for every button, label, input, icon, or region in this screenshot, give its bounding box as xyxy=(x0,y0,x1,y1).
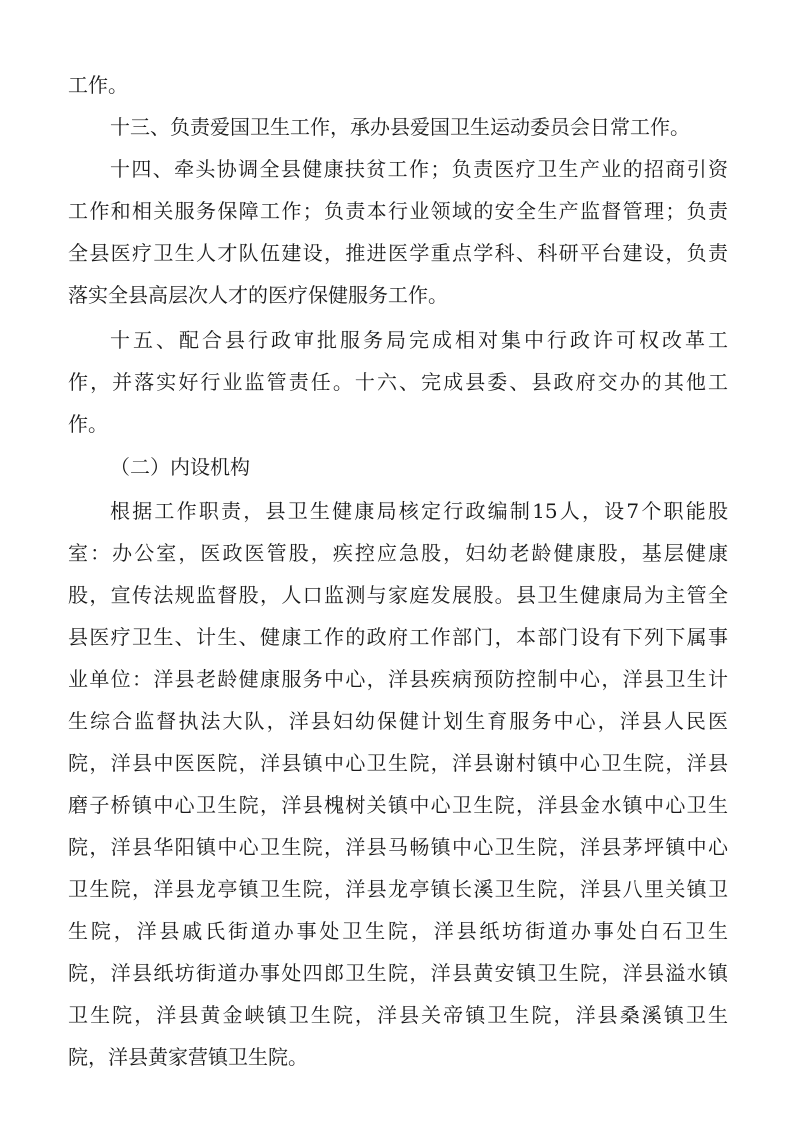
text-line: 股，宣传法规监督股，人口监测与家庭发展股。县卫生健康局为主管全 xyxy=(68,583,728,607)
text-line: 落实全县高层次人才的医疗保健服务工作。 xyxy=(68,283,448,307)
section-heading: （二）内设机构 xyxy=(110,455,250,479)
text-line: 生院，洋县戚氏街道办事处卫生院，洋县纸坊街道办事处白石卫生 xyxy=(68,919,728,943)
text-line: 卫生院，洋县黄金峡镇卫生院，洋县关帝镇卫生院，洋县桑溪镇卫生 xyxy=(68,1003,728,1027)
text-line: 室：办公室，医政医管股，疾控应急股，妇幼老龄健康股，基层健康 xyxy=(68,541,728,565)
text-line: 工作。 xyxy=(68,73,128,97)
text-line: 磨子桥镇中心卫生院，洋县槐树关镇中心卫生院，洋县金水镇中心卫生 xyxy=(68,793,728,817)
text-line: 院，洋县华阳镇中心卫生院，洋县马畅镇中心卫生院，洋县茅坪镇中心 xyxy=(68,835,728,859)
text-line: 作。 xyxy=(68,412,108,436)
text-line: 卫生院，洋县龙亭镇卫生院，洋县龙亭镇长溪卫生院，洋县八里关镇卫 xyxy=(68,877,728,901)
text-line: 县医疗卫生、计生、健康工作的政府工作部门，本部门设有下列下属事 xyxy=(68,625,728,649)
text-line: 院，洋县中医医院，洋县镇中心卫生院，洋县谢村镇中心卫生院，洋县 xyxy=(68,751,728,775)
text-line: 全县医疗卫生人才队伍建设，推进医学重点学科、科研平台建设，负责 xyxy=(68,241,728,265)
text-line: 根据工作职责，县卫生健康局核定行政编制15人，设7个职能股 xyxy=(110,499,728,523)
text-line: 工作和相关服务保障工作；负责本行业领域的安全生产监督管理；负责 xyxy=(68,199,728,223)
text-line: 院，洋县黄家营镇卫生院。 xyxy=(68,1045,308,1069)
text-line: 业单位：洋县老龄健康服务中心，洋县疾病预防控制中心，洋县卫生计 xyxy=(68,667,728,691)
text-line: 十三、负责爱国卫生工作，承办县爱国卫生运动委员会日常工作。 xyxy=(110,115,690,139)
text-line: 作，并落实好行业监管责任。十六、完成县委、县政府交办的其他工 xyxy=(68,370,728,394)
text-line: 院，洋县纸坊街道办事处四郎卫生院，洋县黄安镇卫生院，洋县溢水镇 xyxy=(68,961,728,985)
text-line: 十四、牵头协调全县健康扶贫工作；负责医疗卫生产业的招商引资 xyxy=(110,157,728,181)
text-line: 生综合监督执法大队，洋县妇幼保健计划生育服务中心，洋县人民医 xyxy=(68,709,728,733)
text-line: 十五、配合县行政审批服务局完成相对集中行政许可权改革工 xyxy=(110,328,728,352)
